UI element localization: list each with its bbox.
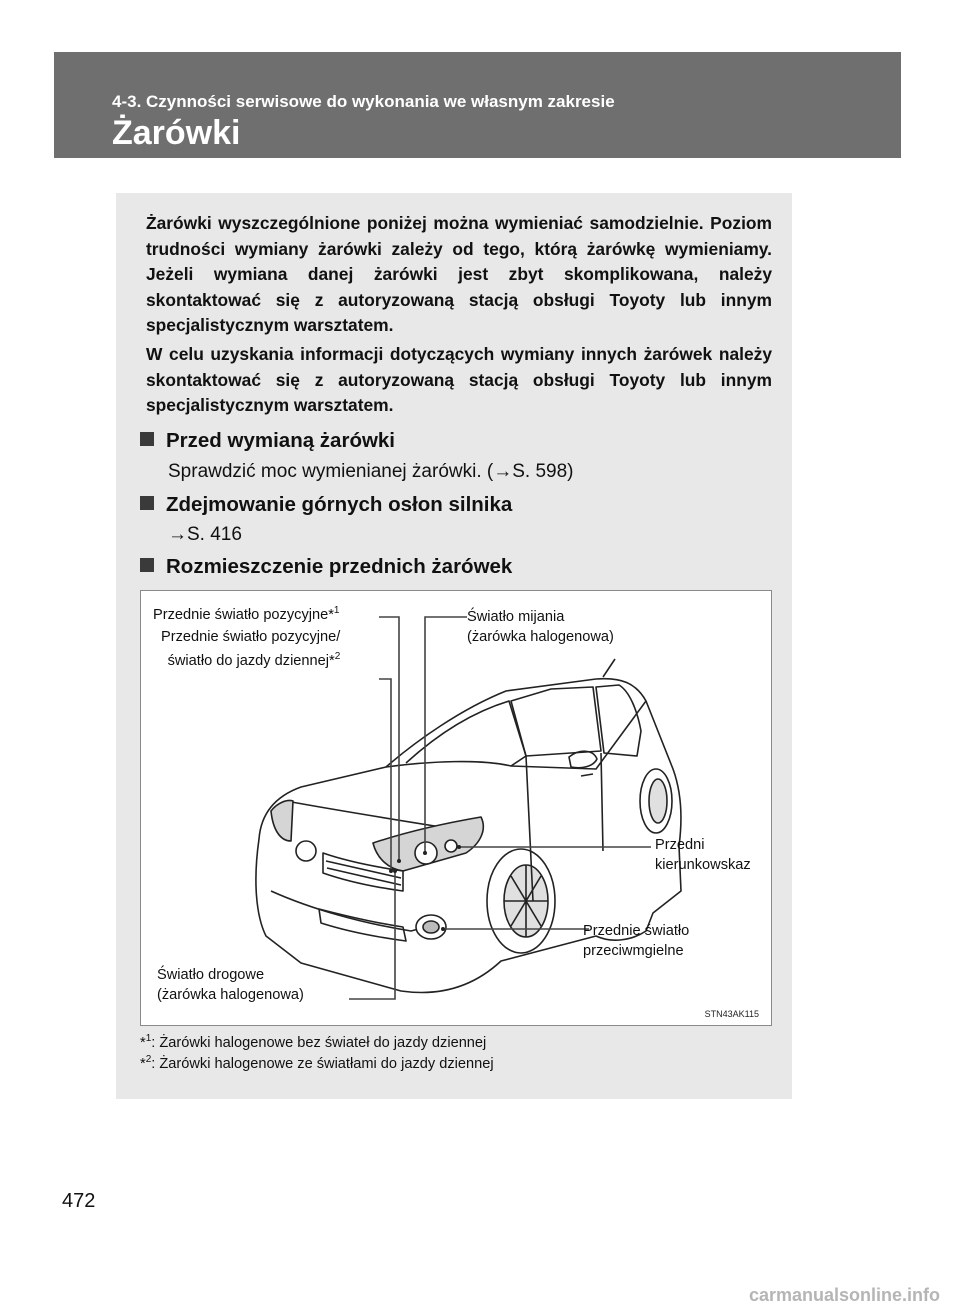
label-low-beam: Światło mijania (żarówka halogenowa) — [467, 609, 614, 645]
before-replacement-text: Sprawdzić moc wymienianej żarówki. (→S. 598) — [168, 461, 574, 482]
footnote-1: *$^1$: Żarówki halogenowe bez świateł do jazdy dziennej — [140, 1033, 487, 1051]
page-title: Żarówki — [112, 114, 241, 152]
page-number: 472 — [62, 1190, 96, 1212]
engine-covers-reference: →S. 416 — [168, 524, 242, 545]
label-front-position-light: Przednie światło pozycyjne*$^1$ — [153, 605, 340, 623]
label-front-fog-light: Przednie światło przeciwmgielne — [583, 923, 690, 959]
subheading-engine-covers: Zdejmowanie górnych osłon silnika — [140, 493, 512, 517]
subheading-before-replacement: Przed wymianą żarówki — [140, 429, 395, 453]
bullet-square-icon — [140, 558, 154, 572]
bullet-square-icon — [140, 496, 154, 510]
label-high-beam: Światło drogowe (żarówka halogenowa) — [157, 967, 304, 1003]
subheading-bulb-locations: Rozmieszczenie przednich żarówek — [140, 555, 512, 579]
section-path: 4-3. Czynności serwisowe do wykonania we własnym zakresie — [112, 92, 615, 111]
watermark: carmanualsonline.info — [748, 1285, 940, 1305]
label-front-turn-signal: Przedni kierunkowskaz — [655, 837, 751, 873]
intro-paragraph-2: W celu uzyskania informacji dotyczących wymiany innych żarówek należy skontaktować się z autoryzowaną stacją obsługi Toyoty lub innym specjalistycznym warsztatem. — [146, 344, 772, 415]
intro-paragraph-1: Żarówki wyszczególnione poniżej można wymieniać samodzielnie. Poziom trudności wymiany żarówki zależy od tego, którą żarówkę wymieniamy. Jeżeli wymiana danej żarówki jest zbyt skomplikowana, należy skontaktować się z autoryzowaną stacją obsługi Toyoty lub innym specjalistycznym warsztatem. — [146, 213, 772, 335]
footnote-2: *$^2$: Żarówki halogenowe ze światłami do jazdy dziennej — [140, 1054, 494, 1072]
chapter-header — [54, 52, 901, 158]
content-panel — [116, 193, 792, 1099]
figure-code: STN43AK115 — [704, 1009, 759, 1019]
bulb-location-figure — [140, 590, 772, 1026]
label-position-drl: Przednie światło pozycyjne/ światło do jazdy dziennej*$^2$ — [161, 629, 341, 669]
bullet-square-icon — [140, 432, 154, 446]
